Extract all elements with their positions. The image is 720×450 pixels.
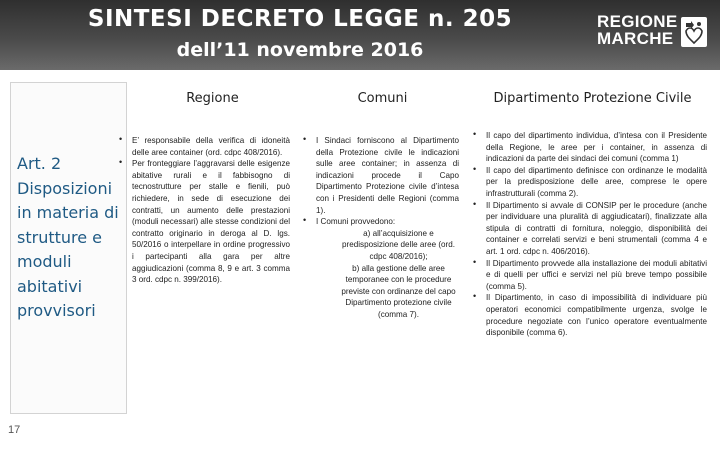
article-line: Art. 2 xyxy=(17,154,62,173)
list-item: • Il capo del dipartimento individua, d’intesa con il Presidente della Regione, le aree per i container, in assenza di indicazioni da parte dei sindaci dei comuni (comma 1) xyxy=(472,130,707,165)
slide-subtitle: dell’11 novembre 2016 xyxy=(176,39,424,61)
article-line: strutture e xyxy=(17,227,103,247)
list-item: • Il Dipartimento, in caso di impossibilità di individuare più operatori economici compatibilmente urgenza, svolge le procedure negoziate con l’unico operatore eventualmente disponibile (comma 6). xyxy=(472,292,707,338)
list-item: • I Sindaci forniscono al Dipartimento della Protezione civile le indicazioni sulle aree container; in assenza di indicazioni procede il Capo Dipartimento Protezione civile d’intesa con i Presidenti delle Regioni (comma 1). xyxy=(302,135,459,216)
header-banner xyxy=(0,0,720,70)
regione-marche-logo xyxy=(597,13,712,57)
column-header-dipartimento: Dipartimento Protezione Civile xyxy=(493,91,692,106)
article-title xyxy=(17,152,129,324)
logo-emblem-icon xyxy=(681,17,707,47)
dipartimento-list xyxy=(472,130,707,339)
list-item: • Per fronteggiare l’aggravarsi delle esigenze abitative rurali e il fabbisogno di tecnostrutture per stalle e fienili, può richiedere, in sede di esecuzione dei contratti, un aumento delle prestazioni (moduli necessari) alle stesse condizioni del contratto originario in deroga al D. lgs. 50/2016 o interpellare in ordine progressivo i partecipanti alla gara per altre aggiudicazioni (comma 8, 9 e art. 3 comma 3 ord. cdpc n. 399/2016). xyxy=(118,158,290,286)
column-header-comuni: Comuni xyxy=(357,91,408,106)
logo-line-1: REGIONE xyxy=(597,12,678,31)
slide-title: SINTESI DECRETO LEGGE n. 205 xyxy=(87,6,513,32)
regione-list xyxy=(118,135,290,286)
column-header-regione: Regione xyxy=(186,91,239,106)
list-item: • Il Dipartimento provvede alla installazione dei moduli abitativi e di quelli per uffici e servizi nel più breve tempo possibile (comma 5). xyxy=(472,258,707,293)
logo-text xyxy=(597,13,678,47)
comuni-list xyxy=(302,135,459,321)
list-item: • Il Dipartimento si avvale di CONSIP per le procedure (anche per individuare una pluralità di aggiudicatari), finalizzate alla stipula di contratti di fornitura, noleggio, disponibilità dei container e correlati servizi e beni strumentali (comma 4 e art. 1 ord. cdpc n. 406/2016). xyxy=(472,200,707,258)
article-line: abitativi xyxy=(17,276,83,296)
article-line: in materia di xyxy=(17,203,119,222)
sub-item: a) all’acquisizione e predisposizione delle aree (ord. cdpc 408/2016); xyxy=(342,228,455,261)
sub-item: b) alla gestione delle aree temporanee con le procedure previste con ordinanze del capo Dipartimento protezione civile (comma 7). xyxy=(341,263,456,319)
list-item-label: I Comuni provvedono: xyxy=(316,217,396,227)
logo-line-2: MARCHE xyxy=(597,29,674,48)
article-line: moduli xyxy=(17,252,72,271)
list-item: • E’ responsabile della verifica di idoneità delle aree container (ord. cdpc 408/2016). xyxy=(118,135,290,158)
article-line: Disposizioni xyxy=(17,178,113,198)
list-item xyxy=(302,216,459,320)
article-panel xyxy=(10,82,127,414)
page-number: 17 xyxy=(8,424,21,436)
article-line: provvisori xyxy=(17,301,96,320)
list-item: • Il capo del dipartimento definisce con ordinanze le modalità per la predisposizione delle aree, comprese le opere infrastrutturali (comma 2). xyxy=(472,165,707,200)
